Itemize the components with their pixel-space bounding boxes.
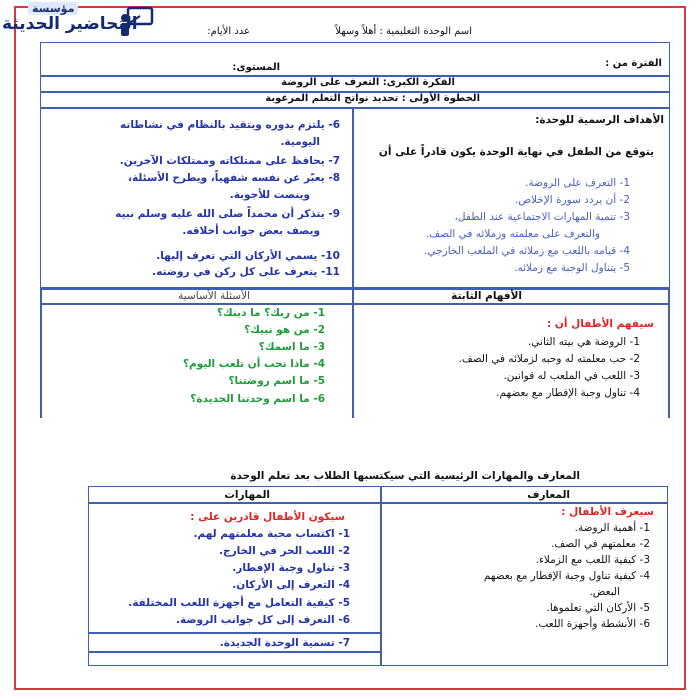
stage-one: الخطوة الأولى : تحديد نواتج التعلم المرغوبة — [265, 93, 480, 104]
knowledge-skills-divider — [380, 486, 382, 666]
objective-item: 10- يسمي الأركان التي تعرف إليها. — [156, 250, 340, 262]
objectives-intro: يتوقع من الطفل في نهاية الوحدة يكون قادراً على أن — [378, 146, 654, 158]
section-divider — [40, 288, 670, 290]
objective-item: 11- يتعرف على كل ركن في روضته. — [152, 266, 340, 278]
understanding-item: 3- اللعب في الملعب له قوانين. — [503, 370, 640, 382]
objective-item: ويصف بعض جوانب أخلاقه. — [182, 225, 320, 237]
understanding-item: 4- تناول وجبة الإفطار مع بعضهم. — [496, 387, 640, 399]
skills-row-line — [88, 651, 380, 653]
period-box — [40, 42, 670, 76]
knowledge-item: 2- معلمتهم في الصف. — [551, 538, 650, 550]
understandings-lead: سيفهم الأطفال أن : — [547, 318, 654, 330]
knowledge-item: 3- كيفية اللعب مع الزملاء. — [535, 554, 650, 566]
question-item: 3- ما اسمك؟ — [258, 341, 325, 353]
skills-heading: المهارات — [224, 489, 270, 501]
logo-main-text: التحاضير الحديثة — [2, 14, 138, 34]
skills-row-line — [88, 632, 380, 634]
question-item: 5- ما اسم روضتنا؟ — [228, 375, 325, 387]
question-item: 6- ما اسم وحدتنا الجديدة؟ — [190, 393, 325, 405]
question-item: 1- من ربك؟ ما دينك؟ — [216, 307, 325, 319]
skill-item: 3- تناول وجبة الإفطار. — [232, 562, 350, 574]
objective-item: 7- يحافظ على ممتلكاته وممتلكات الآخرين. — [119, 155, 340, 167]
logo — [0, 0, 185, 48]
period-label: الفترة من : — [605, 58, 662, 69]
level-label: المستوى: — [232, 62, 280, 73]
understandings-heading: الأفهام الثابتة — [451, 290, 522, 302]
objective-item: والتعرف على معلمته وزملائه في الصف. — [425, 228, 600, 240]
understanding-item: 2- حب معلمته له وحبه لزملائه في الصف. — [458, 353, 640, 365]
knowledge-item: 5- الأركان التي تعلموها. — [546, 602, 650, 614]
logo-top-text: مؤسسة — [28, 2, 78, 15]
objectives-heading: الأهداف الرسمية للوحدة: — [535, 114, 664, 126]
objectives-divider — [352, 108, 354, 288]
objective-item: 6- يلتزم بدوره ويتقيد بالنظام في نشاطاته — [120, 119, 340, 131]
section-divider — [40, 303, 670, 305]
skill-item: 6- التعرف إلى كل جوانب الروضة. — [176, 614, 350, 626]
skill-item: 4- التعرف إلى الأركان. — [232, 579, 350, 591]
knowledge-item: 6- الأنشطة وأجهزة اللعب. — [535, 618, 650, 630]
understanding-item: 1- الروضة هي بيته الثاني. — [527, 336, 640, 348]
objective-item: 2- أن يردد سورة الإخلاص. — [514, 194, 630, 206]
knowledge-lead: سيعرف الأطفال : — [561, 506, 654, 518]
skill-item: 7- تسمية الوحدة الجديدة. — [219, 637, 350, 649]
objective-item: 4- قيامه باللعب مع زملائه في الملعب الخارجي. — [424, 245, 630, 257]
big-idea: الفكرة الكبرى: التعرف على الروضة — [281, 77, 455, 88]
knowledge-skills-header-line — [88, 502, 668, 504]
knowledge-item: 4- كيفية تناول وجبة الإفطار مع بعضهم — [483, 570, 650, 582]
question-item: 2- من هو نبيك؟ — [244, 324, 325, 336]
objective-item: 9- يتذكر أن محمداً صلى الله عليه وسلم نبيه — [115, 208, 340, 220]
middle-divider — [352, 288, 354, 418]
unit-name: اسم الوحدة التعليمية : أهلاً وسهلاً — [335, 26, 472, 37]
knowledge-item: 1- أهمية الروضة. — [574, 522, 650, 534]
objective-item: 5- يتناول الوجبة مع زملائه. — [514, 262, 630, 274]
days-label: عدد الأيام: — [207, 26, 250, 37]
questions-heading: الأسئلة الأساسية — [178, 290, 250, 302]
skills-lead: سيكون الأطفال قادرين على : — [190, 511, 345, 523]
question-item: 4- ماذا تحب أن تلعب اليوم؟ — [182, 358, 325, 370]
skill-item: 5- كيفية التعامل مع أجهزة اللعب المختلفة. — [128, 597, 350, 609]
objective-item: اليومية. — [280, 136, 320, 148]
objective-item: 3- تنمية المهارات الاجتماعية عند الطفل، — [454, 211, 630, 223]
knowledge-skills-title: المعارف والمهارات الرئيسية التي سيكتسبها الطلاب بعد تعلم الوحدة — [230, 470, 580, 482]
knowledge-item: البعض. — [589, 586, 620, 598]
left-border — [40, 288, 42, 418]
objective-item: وينصت للأجوبة. — [229, 189, 310, 201]
right-border — [668, 288, 670, 418]
skill-item: 2- اللعب الحر في الخارج. — [219, 545, 350, 557]
objective-item: 1- التعرف على الروضة. — [525, 177, 630, 189]
objective-item: 8- يعبّر عن نفسه شفهياً، ويطرح الأسئلة، — [128, 172, 340, 184]
skill-item: 1- اكتساب محبة معلمتهم لهم. — [193, 528, 350, 540]
knowledge-heading: المعارف — [527, 489, 570, 501]
